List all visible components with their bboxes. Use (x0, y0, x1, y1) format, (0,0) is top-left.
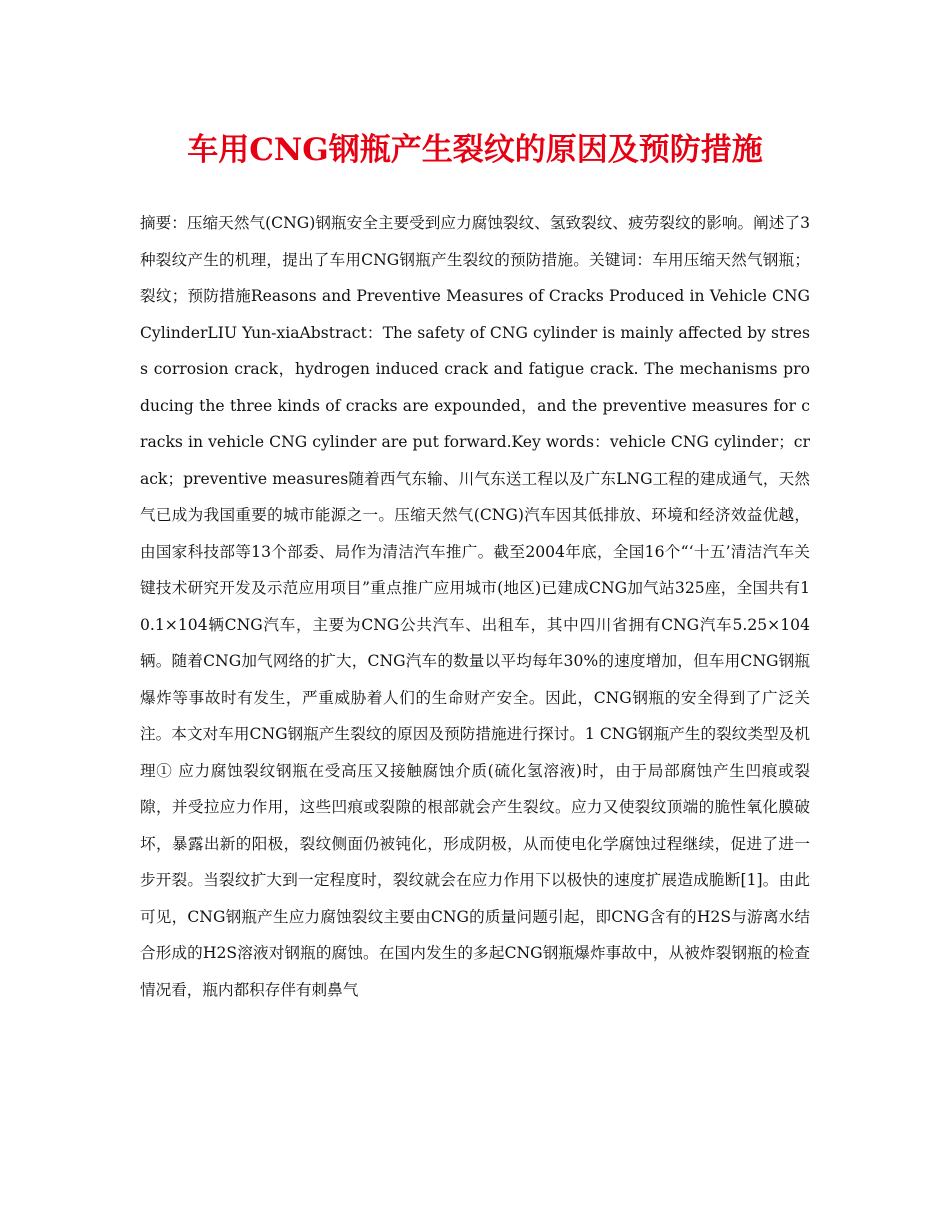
document-body: 摘要：压缩天然气(CNG)钢瓶安全主要受到应力腐蚀裂纹、氢致裂纹、疲劳裂纹的影响。阐述了3种裂纹产生的机理，提出了车用CNG钢瓶产生裂纹的预防措施。关键词：车用压缩天然气钢瓶；裂纹；预防措施Reasons and Preventive Measures of Cracks Produced in Vehicle CNG CylinderLIU Yun-xiaAbstract：The safety of CNG cylinder is mainly affected by stress corrosion crack，hydrogen induced crack and fatigue crack. The mechanisms producing the three kinds of cracks are expounded，and the preventive measures for cracks in vehicle CNG cylinder are put forward.Key words：vehicle CNG cylinder；crack；preventive measures随着西气东输、川气东送工程以及广东LNG工程的建成通气，天然气已成为我国重要的城市能源之一。压缩天然气(CNG)汽车因其低排放、环境和经济效益优越，由国家科技部等13个部委、局作为清洁汽车推广。截至2004年底，全国16个“‘十五’清洁汽车关键技术研究开发及示范应用项目”重点推广应用城市(地区)已建成CNG加气站325座，全国共有10.1×104辆CNG汽车，主要为CNG公共汽车、出租车，其中四川省拥有CNG汽车5.25×104辆。随着CNG加气网络的扩大，CNG汽车的数量以平均每年30%的速度增加，但车用CNG钢瓶爆炸等事故时有发生，严重威胁着人们的生命财产安全。因此，CNG钢瓶的安全得到了广泛关注。本文对车用CNG钢瓶产生裂纹的原因及预防措施进行探讨。1 CNG钢瓶产生的裂纹类型及机理① 应力腐蚀裂纹钢瓶在受高压又接触腐蚀介质(硫化氢溶液)时，由于局部腐蚀产生凹痕或裂隙，并受拉应力作用，这些凹痕或裂隙的根部就会产生裂纹。应力又使裂纹顶端的脆性氧化膜破坏，暴露出新的阳极，裂纹侧面仍被钝化，形成阴极，从而使电化学腐蚀过程继续，促进了进一步开裂。当裂纹扩大到一定程度时，裂纹就会在应力作用下以极快的速度扩展造成脆断[1]。由此可见，CNG钢瓶产生应力腐蚀裂纹主要由CNG的质量问题引起，即CNG含有的H2S与游离水结合形成的H2S溶液对钢瓶的腐蚀。在国内发生的多起CNG钢瓶爆炸事故中，从被炸裂钢瓶的检查情况看，瓶内都积存伴有刺鼻气 (140, 214, 810, 999)
document-title: 车用CNG钢瓶产生裂纹的原因及预防措施 (187, 132, 763, 168)
